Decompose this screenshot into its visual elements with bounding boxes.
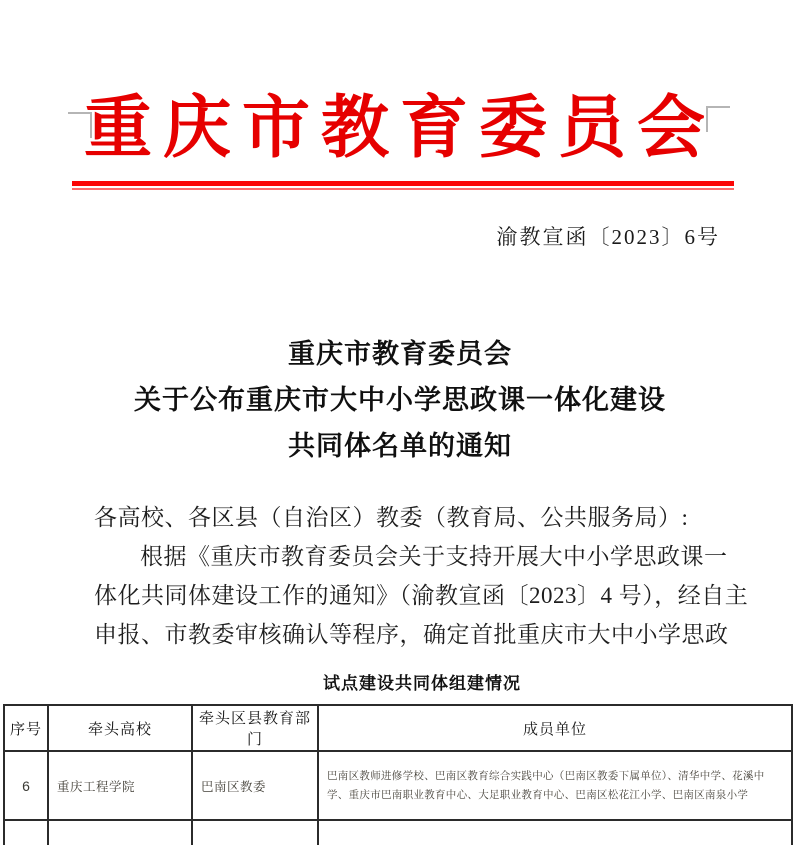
table-caption: 试点建设共同体组建情况 xyxy=(323,674,521,693)
partial-cell xyxy=(48,820,192,845)
letterhead-red-rule xyxy=(72,181,734,190)
partial-cell xyxy=(192,820,318,845)
header-lead-university: 牵头高校 xyxy=(48,705,192,751)
document-title xyxy=(0,331,800,469)
red-rule-thin-line xyxy=(72,188,734,190)
body-line-4: 申报、市教委审核确认等程序，确定首批重庆市大中小学思政 xyxy=(94,622,729,647)
table-header-row xyxy=(4,705,792,751)
header-seq: 序号 xyxy=(4,705,48,751)
crop-mark-left xyxy=(68,112,92,138)
row-seq: 6 xyxy=(4,751,48,820)
partial-cell xyxy=(4,820,48,845)
row-lead-university: 重庆工程学院 xyxy=(48,751,192,820)
letterhead-agency-name: 重庆市教育委员会 xyxy=(83,90,716,166)
title-line-3: 共同体名单的通知 xyxy=(288,431,512,461)
document-body xyxy=(94,498,749,654)
community-table xyxy=(3,704,793,845)
body-line-3: 体化共同体建设工作的通知》（渝教宣函〔2023〕4 号），经自主 xyxy=(94,583,749,608)
crop-mark-right xyxy=(706,106,730,132)
body-line-2: 根据《重庆市教育委员会关于支持开展大中小学思政课一 xyxy=(140,544,728,569)
table-row xyxy=(4,751,792,820)
document-number: 渝教宣函〔2023〕6号 xyxy=(496,225,720,249)
title-line-2: 关于公布重庆市大中小学思政课一体化建设 xyxy=(134,385,666,415)
row-lead-district-dept: 巴南区教委 xyxy=(192,751,318,820)
header-lead-district-dept: 牵头区县教育部门 xyxy=(192,705,318,751)
row-members: 巴南区教师进修学校、巴南区教育综合实践中心（巴南区教委下属单位）、清华中学、花溪中学、重庆市巴南职业教育中心、大足职业教育中心、巴南区松花江小学、巴南区南泉小学 xyxy=(318,751,792,820)
table-row-partial xyxy=(4,820,792,845)
partial-cell xyxy=(318,820,792,845)
red-rule-thick-line xyxy=(72,181,734,186)
header-members: 成员单位 xyxy=(318,705,792,751)
body-salutation: 各高校、各区县（自治区）教委（教育局、公共服务局）: xyxy=(94,505,689,530)
title-line-1: 重庆市教育委员会 xyxy=(288,339,512,369)
